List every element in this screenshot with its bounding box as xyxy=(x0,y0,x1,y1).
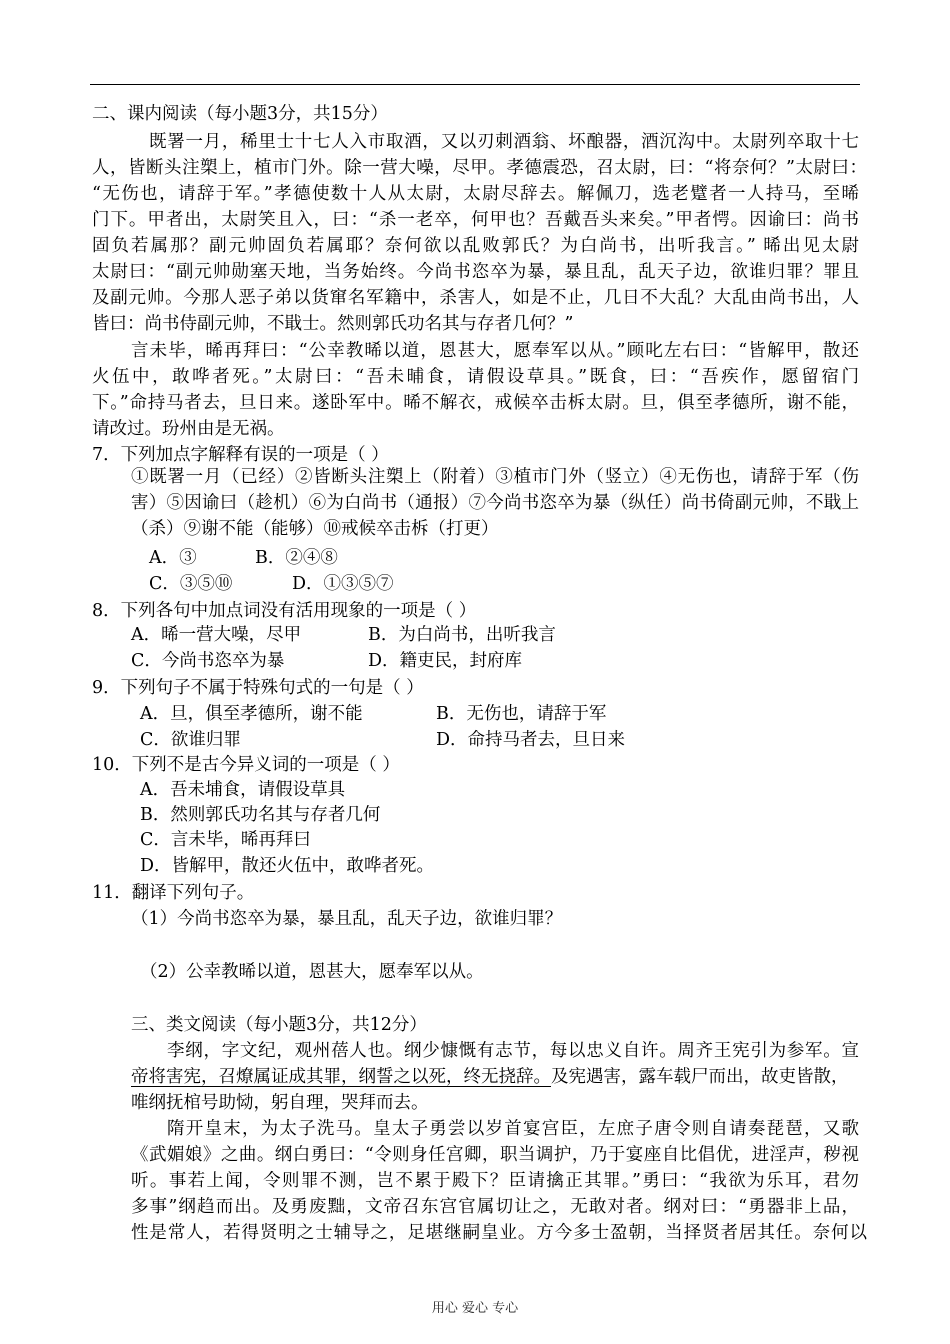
section2-title: 二、课内阅读（每小题3分，共15分） xyxy=(92,104,388,124)
section3-para1-line: 帝将害宪，召燎属证成其罪，纲誓之以死，终无挠辞。及宪遇害，露车载尸而出，故吏皆散， xyxy=(131,1067,849,1087)
q7-option-b: B．②④⑧ xyxy=(255,548,338,568)
q8-stem: 8．下列各句中加点词没有活用现象的一项是（ ） xyxy=(92,601,477,621)
para1-line: 门下。甲者出，太尉笑且入，曰：“杀一老卒，何甲也？吾戴吾头来矣。”甲者愕。因谕曰：尚书 xyxy=(92,210,859,230)
q7-line: 害）⑤因谕曰（趁机）⑥为白尚书（通报）⑦今尚书恣卒为暴（纵任）尚书倚副元帅，不戢上 xyxy=(131,493,859,513)
q9-option-d: D．命持马者去，旦日来 xyxy=(436,730,626,750)
para1-line: “无伤也，请辞于军。”孝德使数十人从太尉，太尉尽辞去。解佩刀，选老躄者一人持马，至晞 xyxy=(92,184,859,204)
para2-line: 火伍中，敢哗者死。”太尉曰：“吾未晡食，请假设草具。”既食，曰：“吾疾作，愿留宿门 xyxy=(92,367,859,387)
header-rule xyxy=(90,84,860,85)
para2-line: 下。”命持马者去，旦日来。遂卧军中。晞不解衣，戒候卒击柝太尉。旦，俱至孝德所，谢不能， xyxy=(92,393,859,413)
q8-option-c: C．今尚书恣卒为暴 xyxy=(131,651,285,671)
q10-option-d: D．皆解甲，散还火伍中，敢哗者死。 xyxy=(140,856,435,876)
para1-line: 太尉曰：“副元帅勋塞天地，当务始终。今尚书恣卒为暴，暴且乱，乱天子边，欲谁归罪？罪且 xyxy=(92,262,859,282)
para2-line: 请改过。玢州由是无祸。 xyxy=(92,419,285,439)
q10-option-c: C．言未毕，晞再拜曰 xyxy=(140,830,311,850)
q11-sentence-2: （2）公幸教晞以道，恩甚大，愿奉军以从。 xyxy=(140,962,484,982)
page-footer: 用心 爱心 专心 xyxy=(431,1301,519,1316)
para1-line: 固负若属那？副元帅固负若属耶？奈何欲以乱败郭氏？为白尚书，出听我言。” 晞出见太尉 xyxy=(92,236,859,256)
section3-para1-line: 李纲，字文纪，观州蓓人也。纲少慷慨有志节，每以忠义自许。周齐王宪引为参军。宣 xyxy=(167,1041,859,1061)
para1-line: 及副元帅。今那人恶子弟以货窜名军籍中，杀害人，如是不止，几日不大乱？大乱由尚书出，人 xyxy=(92,288,859,308)
q9-stem: 9．下列句子不属于特殊句式的一句是（ ） xyxy=(92,678,424,698)
q10-option-b: B．然则郭氏功名其与存者几何 xyxy=(140,805,381,825)
q7-line: （杀）⑨谢不能（能够）⑩戒候卒击柝（打更） xyxy=(131,519,499,539)
para1-line: 皆曰：尚书侍副元帅，不戢士。然则郭氏功名其与存者几何？” xyxy=(92,314,574,334)
q7-option-a: A．③ xyxy=(149,548,197,568)
para2-line: 言未毕，晞再拜曰：“公幸教晞以道，恩甚大，愿奉军以从。”顾叱左右曰：“皆解甲，散还 xyxy=(131,341,859,361)
section3-para1-line: 唯纲抚棺号助恸，躬自理，哭拜而去。 xyxy=(131,1093,429,1113)
section3-para2-line: 《武媚娘》之曲。纲白勇曰：“令则身任宫卿，职当调护，乃于宴座自比倡优，进淫声，秽视 xyxy=(131,1145,859,1165)
q8-option-d: D．籍吏民，封府库 xyxy=(368,651,523,671)
q8-option-a: A．晞一营大噪，尽甲 xyxy=(131,625,302,645)
section3-para2-line: 听。事若上闻，令则罪不测，岂不累于殿下？臣请擒正其罪。”勇曰：“我欲为乐耳，君勿 xyxy=(131,1171,859,1191)
q7-stem: 7．下列加点字解释有误的一项是（ ） xyxy=(92,445,389,465)
para1-line: 既署一月，稀里士十七人入市取酒，又以刃刺酒翁、坏酿器，酒沉沟中。太尉列卒取十七 xyxy=(149,132,859,152)
q9-option-b: B．无伤也，请辞于军 xyxy=(436,704,607,724)
q7-option-d: D．①③⑤⑦ xyxy=(292,574,394,594)
q9-option-a: A．旦，俱至孝德所，谢不能 xyxy=(140,704,363,724)
q11-sentence-1: （1）今尚书恣卒为暴，暴且乱，乱天子边，欲谁归罪？ xyxy=(131,909,563,929)
underlined-sentence: 帝将害宪，召燎属证成其罪，纲誓之以死，终无挠辞。 xyxy=(131,1067,551,1087)
section3-para2-line: 隋开皇末，为太子洗马。皇太子勇尝以岁首宴宫臣，左庶子唐令则自请奏琵琶，又歌 xyxy=(167,1119,859,1139)
q8-option-b: B．为白尚书，出听我言 xyxy=(368,625,556,645)
q7-option-c: C．③⑤⑩ xyxy=(149,574,233,594)
section3-title: 三、类文阅读（每小题3分，共12分） xyxy=(131,1015,427,1035)
para1-line: 人，皆断头注槊上，植市门外。除一营大噪，尽甲。孝德震恐，召太尉，曰：“将奈何？”太尉曰： xyxy=(92,158,867,178)
section3-para2-line: 性是常人，若得贤明之士辅导之，足堪继嗣皇业。方今多士盈朝，当择贤者居其任。奈何以 xyxy=(131,1223,867,1243)
q9-option-c: C．欲谁归罪 xyxy=(140,730,241,750)
section3-para2-line: 多事”纲趋而出。及勇废黜，文帝召东宫官属切让之，无敢对者。纲对曰：“勇器非上品， xyxy=(131,1197,859,1217)
q10-stem: 10．下列不是古今异义词的一项是（ ） xyxy=(92,755,400,775)
q11-stem: 11．翻译下列句子。 xyxy=(92,883,255,903)
q10-option-a: A．吾未埔食，请假设草具 xyxy=(140,780,346,800)
q7-line: ①既署一月（已经）②皆断头注槊上（附着）③植市门外（竖立）④无伤也，请辞于军（伤 xyxy=(131,467,859,487)
